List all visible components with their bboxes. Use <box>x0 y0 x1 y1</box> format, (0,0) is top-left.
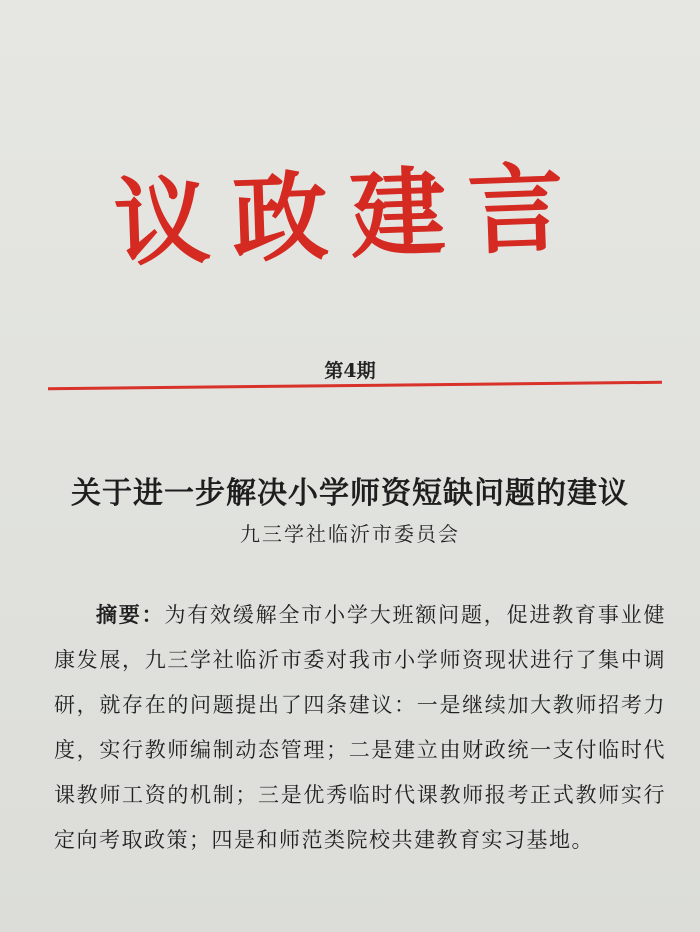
issue-number: 第4期 <box>324 360 376 382</box>
abstract-label: 摘要： <box>96 602 165 627</box>
masthead-title: 议政建言 <box>112 150 588 281</box>
abstract-text: 为有效缓解全市小学大班额问题，促进教育事业健康发展，九三学社临沂市委对我市小学师资现状进行了集中调研，就存在的问题提出了四条建议：一是继续加大教师招考力度，实行教师编制动态管理；二是建立由财政统一支付临时代课教师工资的机制；三是优秀临时代课教师报考正式教师实行定向考取政策；四是和师范类院校共建教育实习基地。 <box>54 603 666 852</box>
author-organization: 九三学社临沂市委员会 <box>240 522 460 546</box>
document-title: 关于进一步解决小学师资短缺问题的建议 <box>71 476 629 511</box>
abstract-paragraph <box>54 592 666 863</box>
